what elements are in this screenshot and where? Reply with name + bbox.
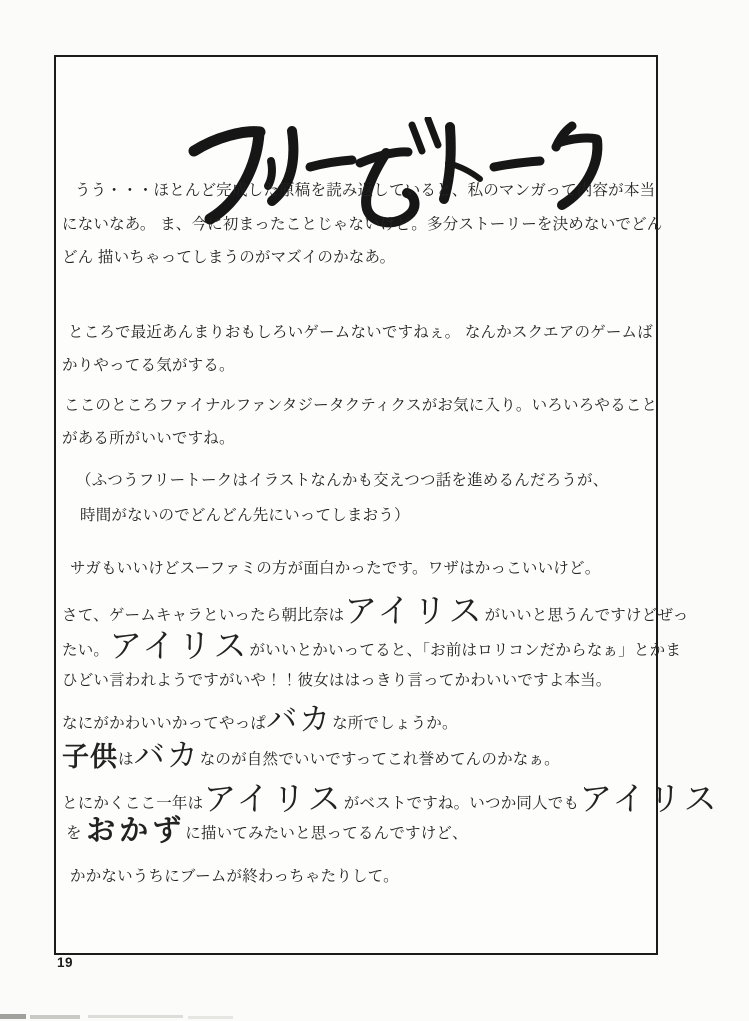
- text-line: [70, 869, 399, 886]
- text-segment: がいいと思うんですけどぜっ: [484, 607, 689, 624]
- text-segment: たい。: [62, 642, 110, 659]
- text-segment: かかないうちにブームが終わっちゃたりして。: [70, 868, 399, 885]
- text-line: [62, 626, 681, 662]
- text-segment: にないなあ。 ま、今に初まったことじゃないけど。多分ストーリーを決めないでどん: [62, 216, 663, 233]
- text-segment: に描いてみたいと思ってるんですけど、: [185, 825, 468, 842]
- text-segment: ここのところファイナルファンタジータクティクスがお気に入り。いろいろやること: [64, 397, 658, 414]
- scan-artifact: [0, 1014, 26, 1019]
- text-line: [64, 398, 657, 415]
- emphasized-word: アイリス: [579, 780, 720, 817]
- text-segment: がベストですね。いつか同人でも: [343, 795, 580, 812]
- text-segment: 時間がないのでどんどん先にいってしまおう）: [80, 507, 410, 524]
- page-number: 19: [57, 955, 74, 970]
- text-segment: ところで最近あんまりおもしろいゲームないですねぇ。 なんかスクエアのゲームば: [68, 324, 653, 341]
- emphasized-word: おかず: [86, 815, 186, 847]
- scan-artifact: [30, 1015, 80, 1019]
- text-line: [68, 325, 653, 342]
- text-segment: な所でしょうか。: [332, 715, 458, 732]
- emphasized-word: アイリス: [203, 780, 344, 817]
- text-line: [75, 183, 655, 200]
- text-line: [66, 814, 468, 845]
- text-line: [62, 737, 560, 773]
- emphasized-word: 子供: [62, 742, 118, 772]
- text-segment: を: [66, 825, 87, 842]
- text-segment: かりやってる気がする。: [62, 357, 235, 374]
- text-segment: は: [118, 751, 134, 768]
- text-line: [70, 561, 600, 578]
- scan-artifact: [88, 1015, 183, 1018]
- text-line: [62, 779, 720, 815]
- text-line: [62, 217, 663, 234]
- text-line: [62, 431, 235, 448]
- text-segment: うう・・・ほとんど完成した原稿を読み返していると、私のマンガって内容が本当: [75, 182, 656, 199]
- text-segment: なにがかわいいかってやっぱ: [62, 715, 267, 732]
- text-line: [62, 673, 612, 690]
- text-line: [62, 250, 395, 267]
- text-line: [62, 358, 235, 375]
- emphasized-word: アイリス: [344, 592, 485, 629]
- text-segment: とにかくここ一年は: [62, 795, 204, 812]
- text-segment: がいいとかいってると、「お前はロリコンだからなぁ」とかま: [249, 642, 682, 659]
- text-line: [76, 473, 608, 490]
- emphasized-word: アイリス: [109, 627, 250, 664]
- text-segment: なのが自然でいいですってこれ誉めてんのかなぁ。: [199, 751, 560, 768]
- text-segment: がある所がいいですね。: [62, 430, 235, 447]
- text-segment: どん 描いちゃってしまうのがマズイのかなあ。: [62, 249, 396, 266]
- emphasized-word: バカ: [266, 702, 333, 737]
- emphasized-word: バカ: [133, 738, 200, 773]
- scan-artifact: [188, 1016, 233, 1019]
- text-segment: さて、ゲームキャラといったら朝比奈は: [62, 607, 345, 624]
- text-line: [80, 508, 410, 525]
- text-segment: ひどい言われようですがいや！！彼女ははっきり言ってかわいいですよ本当。: [62, 672, 612, 689]
- text-segment: サガもいいけどスーファミの方が面白かったです。ワザはかっこいいけど。: [70, 560, 601, 577]
- text-segment: （ふつうフリートークはイラストなんかも交えつつ話を進めるんだろうが、: [76, 472, 609, 489]
- text-line: [62, 591, 688, 627]
- text-line: [62, 701, 458, 737]
